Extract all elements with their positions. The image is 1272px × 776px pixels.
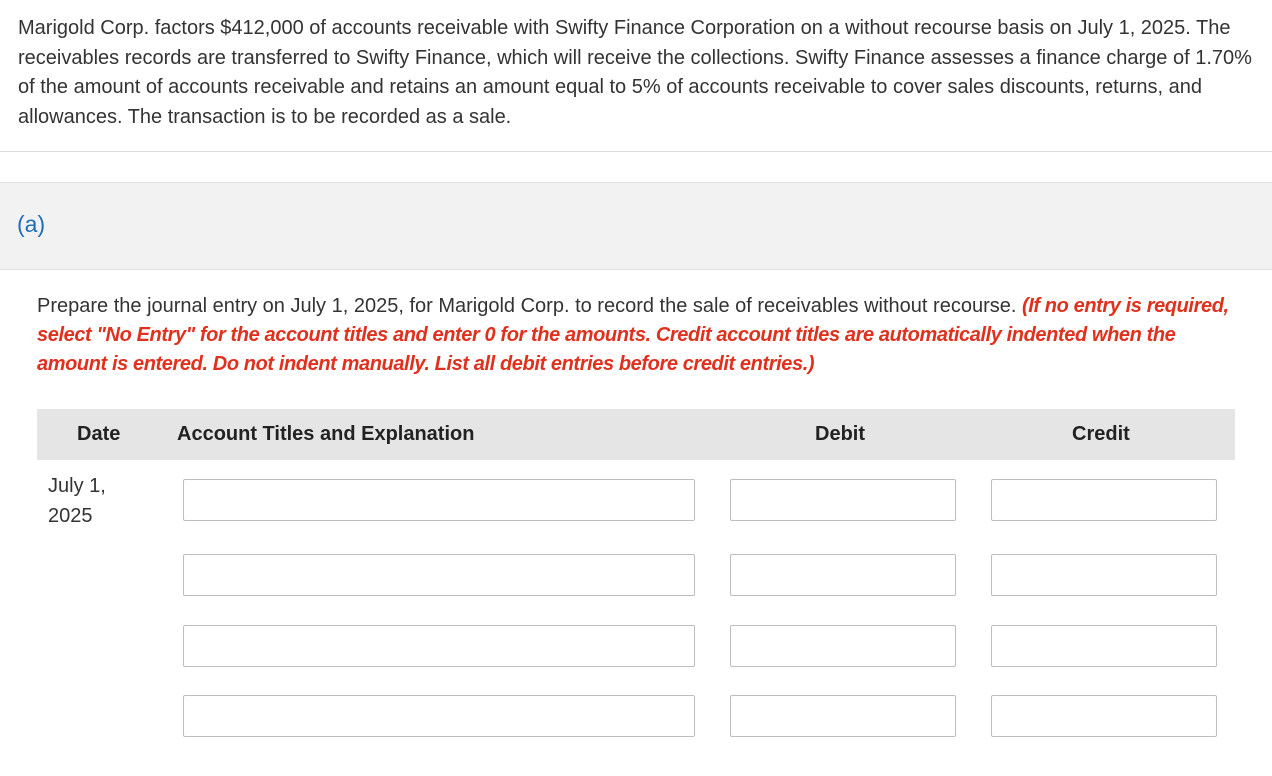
entry-date xyxy=(48,471,106,531)
problem-statement: Marigold Corp. factors $412,000 of accounts receivable with Swifty Finance Corporation on a without recourse basis on July 1, 2025. The receivables records are transferred to Swifty Finance, which will receive the collections. Swifty Finance assesses a finance charge of 1.70% of the amount of accounts receivable and retains an amount equal to 5% of accounts receivable to cover sales discounts, returns, and allowances. The transaction is to be recorded as a sale. xyxy=(18,17,1252,128)
credit-input-4[interactable] xyxy=(991,695,1217,737)
instructions-note: (If no entry is required, select "No Entry" for the account titles and enter 0 for the amounts. Credit account titles are automatically indented when the amount is entered. Do not indent manually. List all debit entries before credit entries.) xyxy=(37,295,1229,375)
header-date: Date xyxy=(77,423,121,445)
instructions-text: Prepare the journal entry on July 1, 2025, for Marigold Corp. to record the sale of receivables without recourse. xyxy=(37,295,1022,317)
account-title-input-4[interactable] xyxy=(183,695,695,737)
journal-table-header xyxy=(37,409,1235,460)
account-title-input-2[interactable] xyxy=(183,554,695,596)
header-debit: Debit xyxy=(815,423,865,445)
debit-input-2[interactable] xyxy=(730,554,956,596)
account-title-input-3[interactable] xyxy=(183,625,695,667)
instructions xyxy=(37,292,1237,379)
header-credit: Credit xyxy=(1072,423,1130,445)
account-title-input-1[interactable] xyxy=(183,479,695,521)
part-header xyxy=(0,182,1272,270)
section-divider xyxy=(0,151,1272,152)
debit-input-3[interactable] xyxy=(730,625,956,667)
header-account-titles: Account Titles and Explanation xyxy=(177,423,475,445)
entry-date-line1: July 1, xyxy=(48,475,106,497)
credit-input-3[interactable] xyxy=(991,625,1217,667)
credit-input-2[interactable] xyxy=(991,554,1217,596)
debit-input-1[interactable] xyxy=(730,479,956,521)
entry-date-line2: 2025 xyxy=(48,505,93,527)
part-label: (a) xyxy=(17,211,46,237)
credit-input-1[interactable] xyxy=(991,479,1217,521)
debit-input-4[interactable] xyxy=(730,695,956,737)
